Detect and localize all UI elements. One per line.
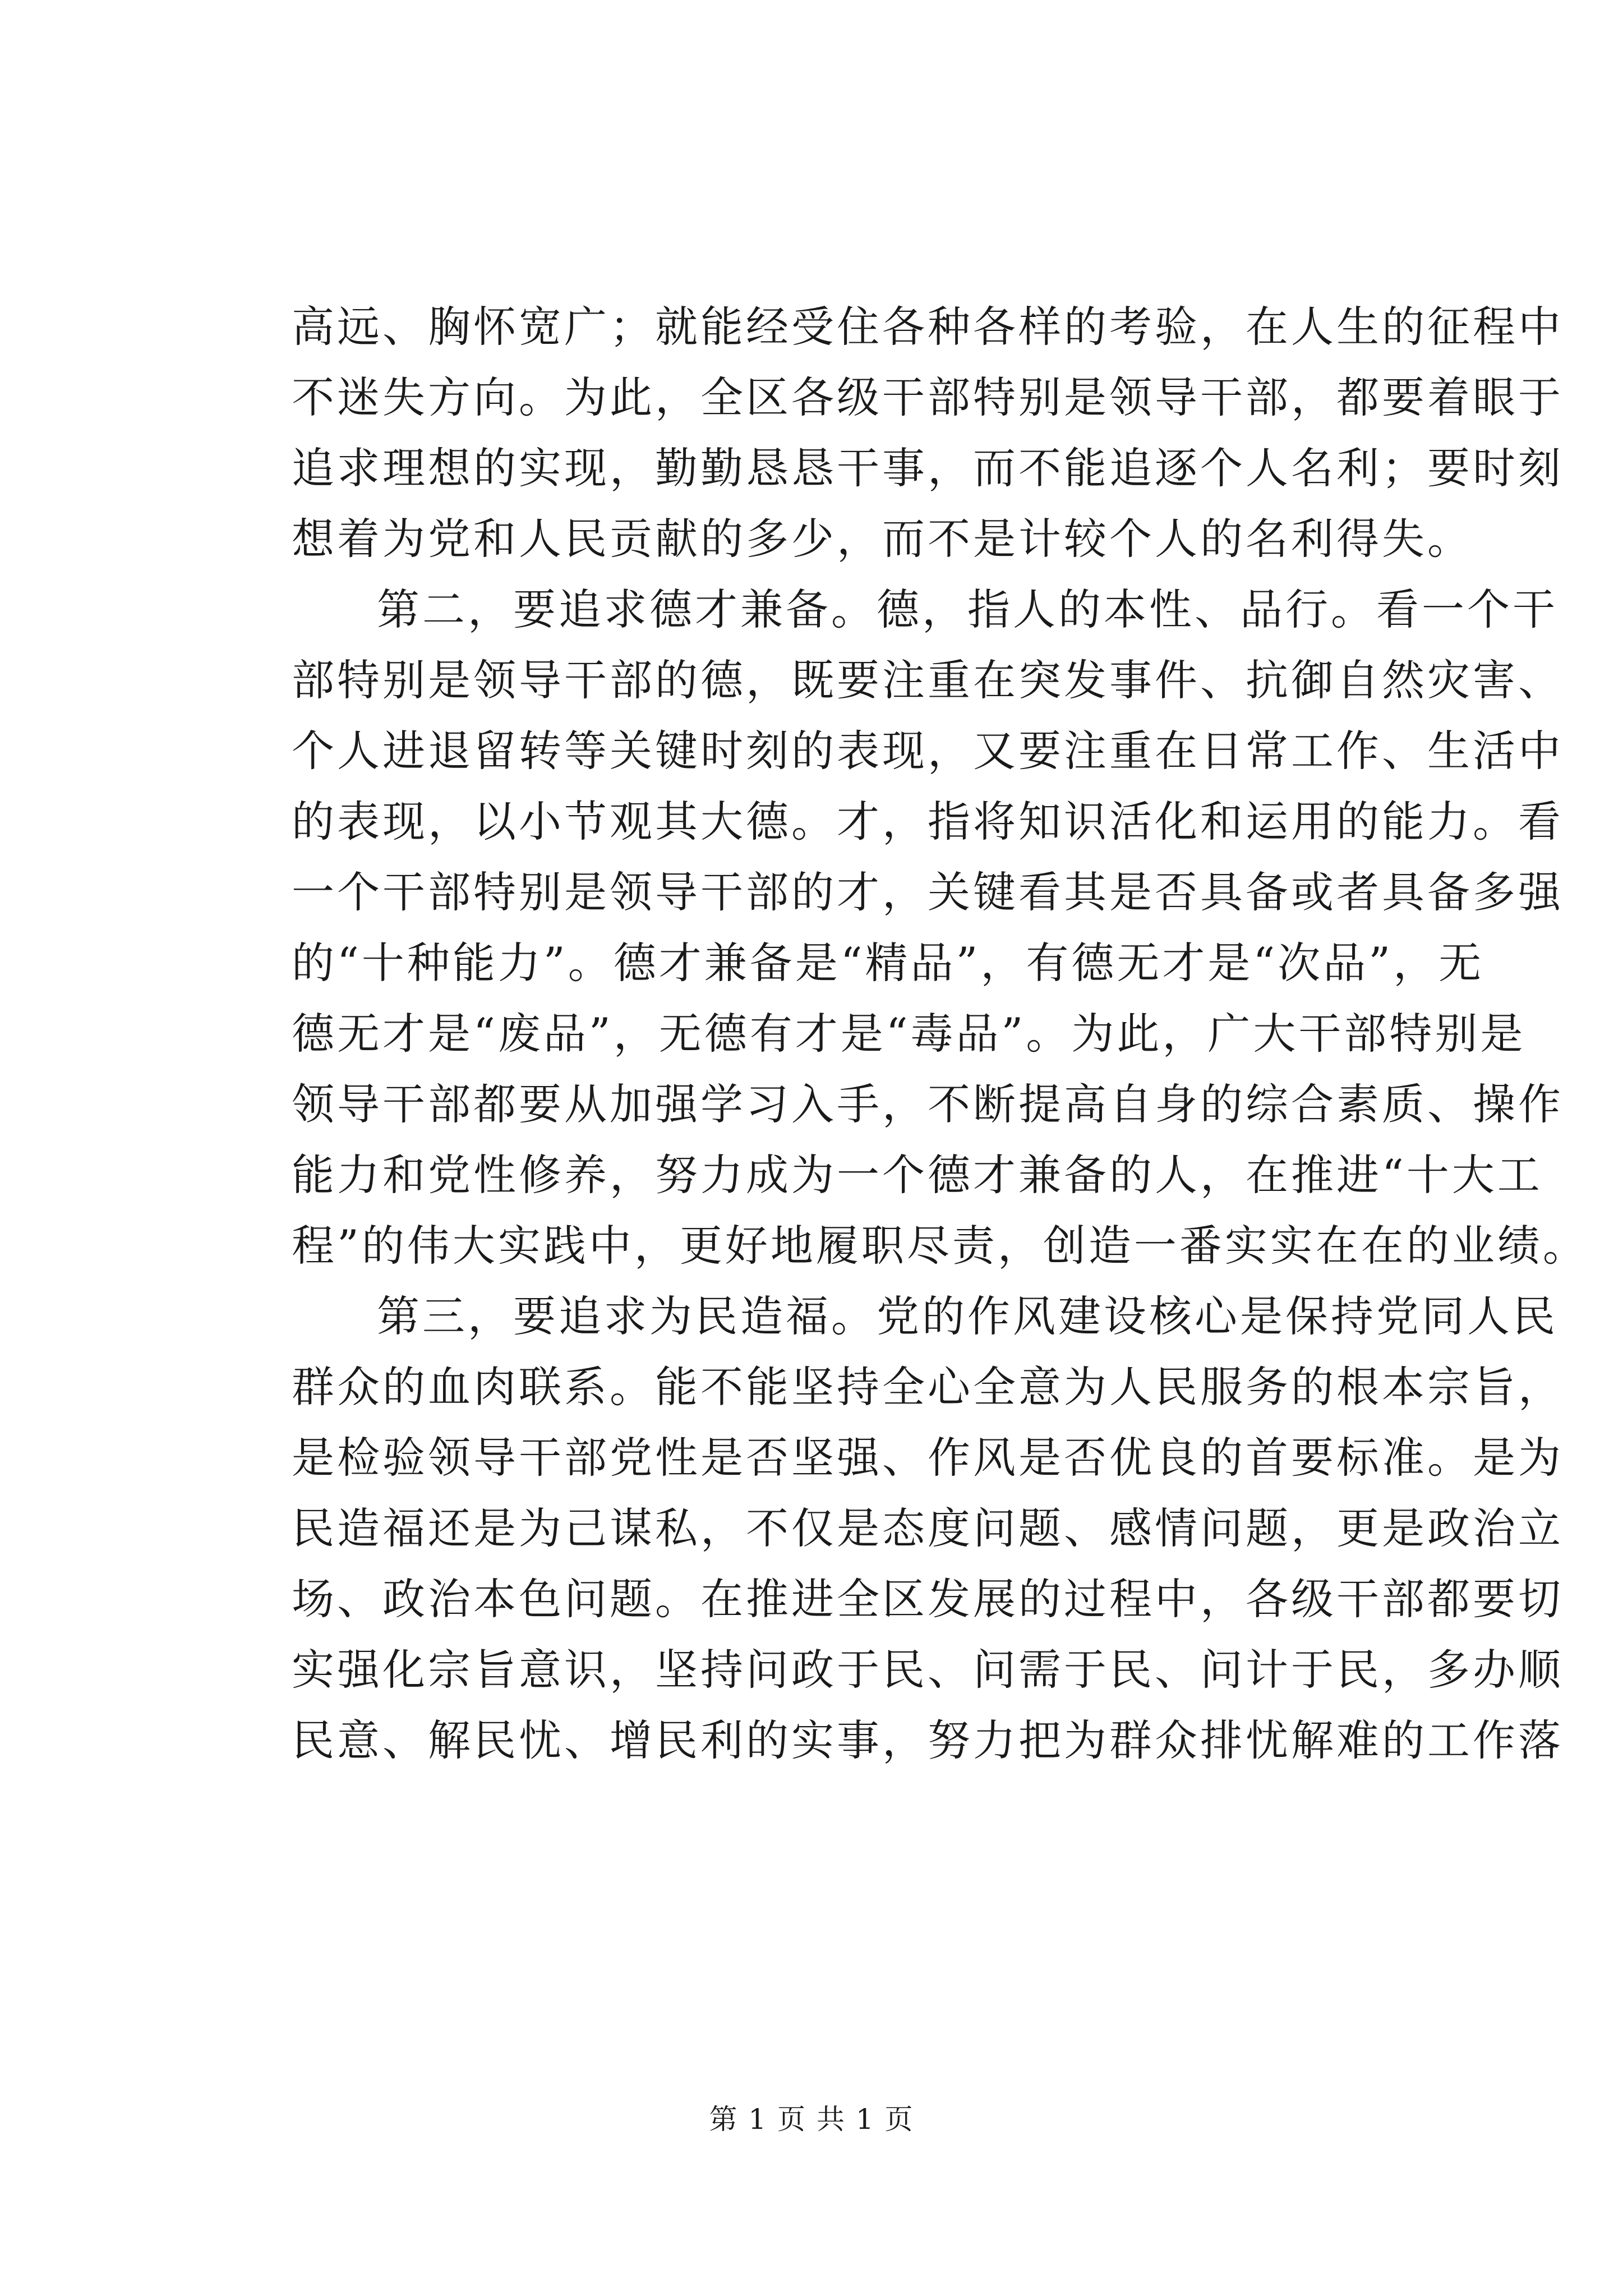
text-line: 是检验领导干部党性是否坚强、作风是否优良的首要标准。是为	[292, 1433, 1564, 1483]
text-line: 不迷失方向。为此，全区各级干部特别是领导干部，都要着眼于	[292, 372, 1564, 422]
text-line: 领导干部都要从加强学习入手，不断提高自身的综合素质、操作	[292, 1079, 1564, 1129]
text-line: 高远、胸怀宽广；就能经受住各种各样的考验，在人生的征程中	[292, 302, 1564, 352]
text-line: 场、政治本色问题。在推进全区发展的过程中，各级干部都要切	[292, 1574, 1564, 1624]
page-footer	[0, 2102, 1623, 2136]
text-line: 德无才是“废品”，无德有才是“毒品”。为此，广大干部特别是	[292, 1009, 1526, 1059]
text-line: 群众的血肉联系。能不能坚持全心全意为人民服务的根本宗旨，	[292, 1362, 1564, 1412]
text-line: 个人进退留转等关键时刻的表现，又要注重在日常工作、生活中	[292, 726, 1564, 776]
paragraph-3-first-line: 第三，要追求为民造福。党的作风建设核心是保持党同人民	[377, 1291, 1558, 1341]
page-number-label: 第 1 页 共 1 页	[709, 2103, 914, 2136]
text-line: 追求理想的实现，勤勤恳恳干事，而不能追逐个人名利；要时刻	[292, 443, 1564, 493]
text-line: 民意、解民忧、增民利的实事，努力把为群众排忧解难的工作落	[292, 1715, 1564, 1765]
text-line: 实强化宗旨意识，坚持问政于民、问需于民、问计于民，多办顺	[292, 1645, 1564, 1695]
text-line: 部特别是领导干部的德，既要注重在突发事件、抗御自然灾害、	[292, 655, 1564, 705]
paragraph-2-first-line: 第二，要追求德才兼备。德，指人的本性、品行。看一个干	[377, 585, 1558, 634]
text-line: 的表现，以小节观其大德。才，指将知识活化和运用的能力。看	[292, 797, 1564, 846]
text-line: 想着为党和人民贡献的多少，而不是计较个人的名利得失。	[292, 514, 1473, 564]
text-line: 一个干部特别是领导干部的才，关键看其是否具备或者具备多强	[292, 867, 1564, 917]
text-line: 民造福还是为己谋私，不仅是态度问题、感情问题，更是政治立	[292, 1503, 1564, 1553]
document-body	[292, 292, 1588, 1776]
text-line: 程”的伟大实践中，更好地履职尽责，创造一番实实在在的业绩。	[292, 1221, 1588, 1271]
text-line: 能力和党性修养，努力成为一个德才兼备的人，在推进“十大工	[292, 1150, 1543, 1200]
text-line: 的“十种能力”。德才兼备是“精品”，有德无才是“次品”，无	[292, 938, 1484, 988]
